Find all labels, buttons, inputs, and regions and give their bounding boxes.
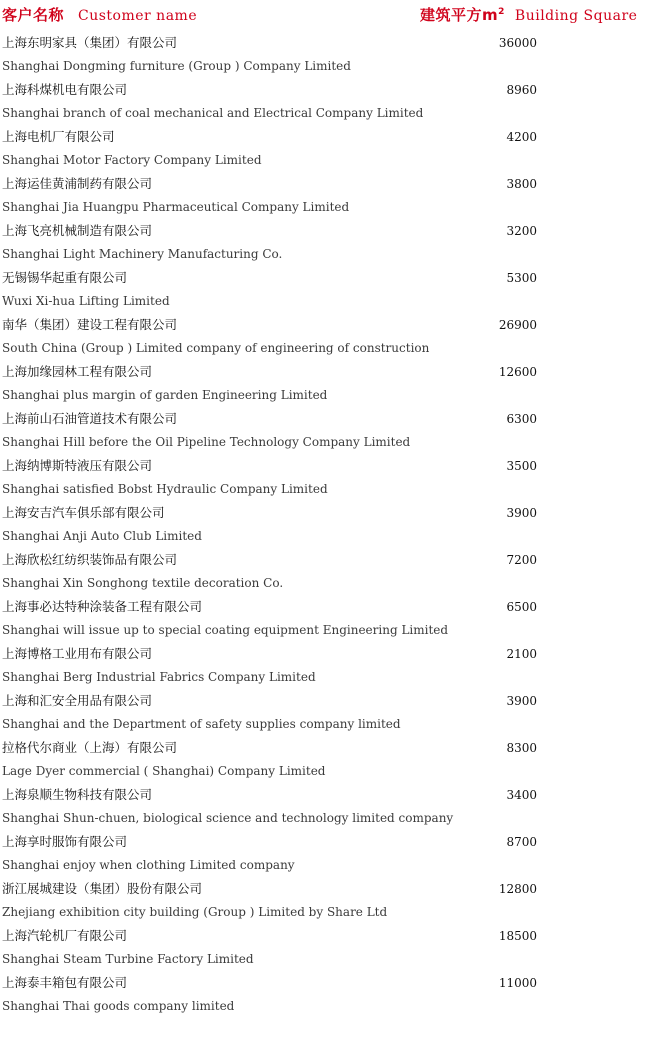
customer-name-cn: 上海前山石油管道技术有限公司 <box>2 411 178 426</box>
table-row-translation <box>0 54 665 78</box>
customer-name-cell <box>0 266 420 289</box>
customer-name-cn: 上海欣松红纺织装饰品有限公司 <box>2 552 178 567</box>
table-row-translation <box>0 618 665 642</box>
table-row <box>0 219 665 242</box>
table-row-translation <box>0 994 665 1018</box>
customer-name-en-cell <box>0 994 620 1018</box>
table-row <box>0 31 665 54</box>
table-row <box>0 595 665 618</box>
customer-name-cell <box>0 877 420 900</box>
table-row <box>0 830 665 853</box>
building-square-cell <box>420 690 665 713</box>
customer-name-en: Shanghai Steam Turbine Factory Limited <box>2 952 254 966</box>
building-square-value: 4200 <box>506 130 537 144</box>
customer-name-cell <box>0 219 420 242</box>
header-building-square-en: Building Square <box>514 8 638 24</box>
building-square-value: 3900 <box>506 506 537 520</box>
customer-name-cn: 上海飞亮机械制造有限公司 <box>2 223 153 238</box>
customer-name-cell <box>0 548 420 571</box>
customer-name-en: Shanghai Hill before the Oil Pipeline Technology Company Limited <box>2 435 411 449</box>
building-square-value: 3800 <box>506 177 537 191</box>
table-row <box>0 548 665 571</box>
building-square-value: 11000 <box>498 976 537 990</box>
header-square-superscript: 2 <box>498 7 505 17</box>
customer-name-cn: 上海博格工业用布有限公司 <box>2 646 153 661</box>
customer-name-cell <box>0 642 420 665</box>
building-square-value: 12600 <box>498 365 537 379</box>
table-row-translation <box>0 900 665 924</box>
building-square-cell <box>420 549 665 572</box>
table-row-translation <box>0 383 665 407</box>
table-row-translation <box>0 477 665 501</box>
customer-name-en-cell <box>0 806 620 830</box>
customer-name-cn: 拉格代尔商业（上海）有限公司 <box>2 740 178 755</box>
building-square-value: 7200 <box>506 553 537 567</box>
customer-name-en: Shanghai and the Department of safety supplies company limited <box>2 717 401 731</box>
building-square-value: 3200 <box>506 224 537 238</box>
customer-name-cn: 浙江展城建设（集团）股份有限公司 <box>2 881 203 896</box>
header-building-square-cn-text: 建筑平方m <box>420 6 499 24</box>
customer-name-cell <box>0 924 420 947</box>
building-square-cell <box>420 408 665 431</box>
building-square-cell <box>420 455 665 478</box>
customer-name-cn: 上海和汇安全用品有限公司 <box>2 693 153 708</box>
customer-name-cn: 上海运佳黄浦制药有限公司 <box>2 176 153 191</box>
customer-name-cn: 上海泰丰箱包有限公司 <box>2 975 128 990</box>
customer-name-en-cell <box>0 54 620 78</box>
building-square-cell <box>420 361 665 384</box>
table-row-translation <box>0 195 665 219</box>
building-square-cell <box>420 972 665 995</box>
customer-name-en-cell <box>0 336 620 360</box>
building-square-value: 3500 <box>506 459 537 473</box>
customer-name-en-cell <box>0 430 620 454</box>
header-customer-name <box>0 4 420 25</box>
building-square-value: 3900 <box>506 694 537 708</box>
customer-name-cn: 南华（集团）建设工程有限公司 <box>2 317 178 332</box>
customer-name-cell <box>0 313 420 336</box>
customer-name-cell <box>0 736 420 759</box>
customer-name-en: Shanghai branch of coal mechanical and Electrical Company Limited <box>2 106 424 120</box>
building-square-value: 12800 <box>498 882 537 896</box>
building-square-cell <box>420 737 665 760</box>
building-square-cell <box>420 32 665 55</box>
customer-name-en-cell <box>0 524 620 548</box>
building-square-value: 6300 <box>506 412 537 426</box>
building-square-cell <box>420 79 665 102</box>
table-row-translation <box>0 289 665 313</box>
customer-name-en-cell <box>0 712 620 736</box>
customer-name-en: Lage Dyer commercial ( Shanghai) Company Limited <box>2 764 326 778</box>
customer-name-cn: 上海享时服饰有限公司 <box>2 834 128 849</box>
header-building-square-cn <box>420 4 505 25</box>
customer-name-cn: 上海东明家具（集团）有限公司 <box>2 35 178 50</box>
table-row-translation <box>0 665 665 689</box>
building-square-cell <box>420 878 665 901</box>
customer-name-cn: 无锡锡华起重有限公司 <box>2 270 128 285</box>
building-square-value: 8300 <box>506 741 537 755</box>
customer-name-cn: 上海加缘园林工程有限公司 <box>2 364 153 379</box>
customer-name-cell <box>0 31 420 54</box>
table-row <box>0 454 665 477</box>
customer-name-cn: 上海泉顺生物科技有限公司 <box>2 787 153 802</box>
table-row-translation <box>0 947 665 971</box>
building-square-value: 3400 <box>506 788 537 802</box>
table-row <box>0 407 665 430</box>
building-square-value: 36000 <box>498 36 537 50</box>
building-square-value: 8700 <box>506 835 537 849</box>
building-square-cell <box>420 173 665 196</box>
table-row <box>0 642 665 665</box>
customer-name-cell <box>0 360 420 383</box>
table-row <box>0 689 665 712</box>
customer-name-cell <box>0 971 420 994</box>
customer-name-en: Shanghai Xin Songhong textile decoration Co. <box>2 576 284 590</box>
customer-name-cn: 上海科煤机电有限公司 <box>2 82 128 97</box>
customer-name-en-cell <box>0 759 620 783</box>
customer-name-cell <box>0 172 420 195</box>
customer-name-en-cell <box>0 947 620 971</box>
header-building-square <box>420 4 665 25</box>
table-row-translation <box>0 430 665 454</box>
customer-name-en-cell <box>0 477 620 501</box>
customer-name-en: Wuxi Xi-hua Lifting Limited <box>2 294 170 308</box>
customer-name-cell <box>0 595 420 618</box>
header-customer-name-en: Customer name <box>78 8 198 24</box>
table-row-translation <box>0 571 665 595</box>
customer-name-en: Shanghai enjoy when clothing Limited company <box>2 858 295 872</box>
customer-name-en-cell <box>0 618 620 642</box>
building-square-cell <box>420 831 665 854</box>
customer-name-cell <box>0 689 420 712</box>
customer-name-cell <box>0 78 420 101</box>
customer-name-en-cell <box>0 101 620 125</box>
table-row <box>0 971 665 994</box>
table-row-translation <box>0 853 665 877</box>
table-row <box>0 360 665 383</box>
table-row-translation <box>0 759 665 783</box>
building-square-cell <box>420 643 665 666</box>
building-square-cell <box>420 502 665 525</box>
table-header <box>0 0 665 31</box>
customer-name-cell <box>0 830 420 853</box>
building-square-cell <box>420 267 665 290</box>
customer-name-en: Shanghai Thai goods company limited <box>2 999 235 1013</box>
customer-name-en-cell <box>0 665 620 689</box>
customer-name-en: Shanghai plus margin of garden Engineering Limited <box>2 388 328 402</box>
customer-name-en: Shanghai Light Machinery Manufacturing Co. <box>2 247 283 261</box>
customer-name-en: Zhejiang exhibition city building (Group ) Limited by Share Ltd <box>2 905 388 919</box>
customer-name-en: Shanghai Berg Industrial Fabrics Company Limited <box>2 670 316 684</box>
table-row-translation <box>0 336 665 360</box>
customer-name-en: Shanghai Anji Auto Club Limited <box>2 529 202 543</box>
customer-name-en: South China (Group ) Limited company of engineering of construction <box>2 341 430 355</box>
table-body <box>0 31 665 1018</box>
customer-name-en: Shanghai Shun-chuen, biological science and technology limited company <box>2 811 454 825</box>
building-square-value: 2100 <box>506 647 537 661</box>
table-row-translation <box>0 148 665 172</box>
customer-name-cn: 上海汽轮机厂有限公司 <box>2 928 128 943</box>
building-square-cell <box>420 596 665 619</box>
customer-name-en: Shanghai Jia Huangpu Pharmaceutical Company Limited <box>2 200 350 214</box>
building-square-cell <box>420 925 665 948</box>
table-row <box>0 924 665 947</box>
building-square-value: 8960 <box>506 83 537 97</box>
table-row <box>0 783 665 806</box>
customer-name-en-cell <box>0 242 620 266</box>
building-square-value: 6500 <box>506 600 537 614</box>
customer-name-cn: 上海纳博斯特液压有限公司 <box>2 458 153 473</box>
table-row <box>0 313 665 336</box>
customer-name-en: Shanghai satisfied Bobst Hydraulic Company Limited <box>2 482 328 496</box>
building-square-value: 26900 <box>498 318 537 332</box>
customer-name-en: Shanghai Dongming furniture (Group ) Company Limited <box>2 59 351 73</box>
table-row-translation <box>0 101 665 125</box>
building-square-value: 5300 <box>506 271 537 285</box>
customer-name-cn: 上海电机厂有限公司 <box>2 129 115 144</box>
customer-name-en-cell <box>0 148 620 172</box>
table-row <box>0 501 665 524</box>
customer-name-cell <box>0 454 420 477</box>
building-square-cell <box>420 314 665 337</box>
customer-name-en: Shanghai will issue up to special coating equipment Engineering Limited <box>2 623 449 637</box>
customer-name-en-cell <box>0 383 620 407</box>
building-square-cell <box>420 220 665 243</box>
customer-name-cn: 上海安吉汽车俱乐部有限公司 <box>2 505 165 520</box>
customer-name-en: Shanghai Motor Factory Company Limited <box>2 153 262 167</box>
table-row-translation <box>0 242 665 266</box>
customer-name-cell <box>0 407 420 430</box>
building-square-cell <box>420 784 665 807</box>
customer-name-en-cell <box>0 195 620 219</box>
table-row <box>0 172 665 195</box>
header-customer-name-cn: 客户名称 <box>2 6 65 24</box>
table-row <box>0 266 665 289</box>
table-row <box>0 125 665 148</box>
customer-name-cell <box>0 125 420 148</box>
building-square-value: 18500 <box>498 929 537 943</box>
customer-name-cell <box>0 783 420 806</box>
table-row-translation <box>0 806 665 830</box>
customer-name-en-cell <box>0 289 620 313</box>
building-square-cell <box>420 126 665 149</box>
table-row-translation <box>0 524 665 548</box>
table-row <box>0 877 665 900</box>
table-row <box>0 736 665 759</box>
customer-name-en-cell <box>0 571 620 595</box>
table-row <box>0 78 665 101</box>
customer-name-en-cell <box>0 900 620 924</box>
customer-name-cn: 上海事必达特种涂装备工程有限公司 <box>2 599 203 614</box>
customer-name-cell <box>0 501 420 524</box>
table-row-translation <box>0 712 665 736</box>
customer-name-en-cell <box>0 853 620 877</box>
